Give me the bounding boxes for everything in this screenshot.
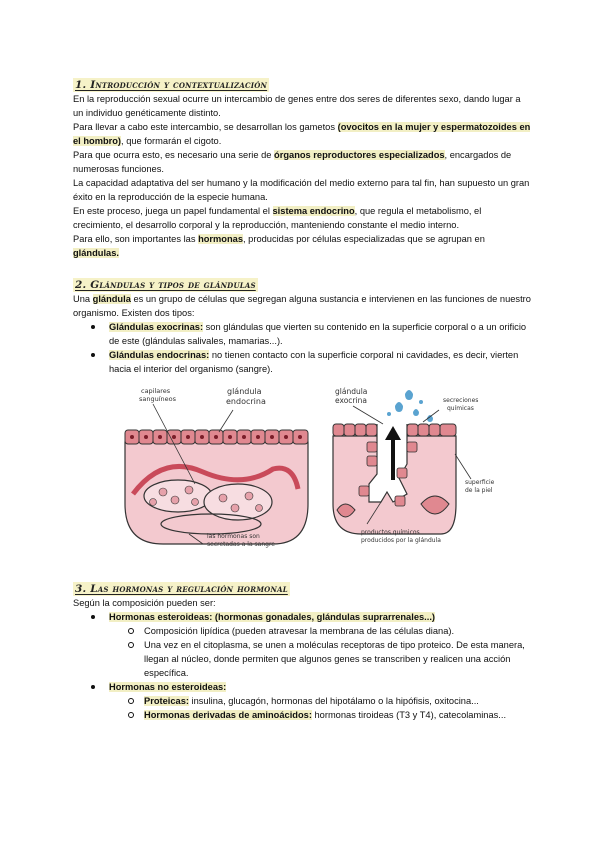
endocrine-gland-label-2: endocrina (226, 397, 266, 406)
endocrine-gland-label-1: glándula (227, 387, 262, 396)
text: , encargados de numerosas funciones. (73, 150, 512, 174)
text: , que formarán el cigoto. (121, 136, 222, 146)
list-item (73, 680, 533, 722)
text: La capacidad adaptativa del ser humano y la modificación del medio externo para tal fin, han supuesto un gran éxito en la reproducción de la especie humana. (73, 178, 530, 202)
products-label-1: productos químicos (361, 529, 420, 536)
text: son glándulas que vierten su contenido en la superficie corporal o a un orificio de este (glándulas salivales, mamarias...). (109, 322, 527, 346)
skin-label-2: de la piel (465, 487, 493, 494)
text: es un grupo de células que segregan alguna sustancia e intervienen en las funciones de nuestro organismo. Existen dos tipos: (73, 294, 531, 318)
exocrine-gland-label-2: exocrina (335, 396, 367, 405)
paragraph (73, 120, 533, 148)
endocrine-gland-illustration (123, 384, 313, 554)
secretions-label-2: químicas (447, 405, 474, 412)
sub-list-item (73, 638, 533, 680)
list-item (73, 610, 533, 680)
sub-list-item (73, 624, 533, 638)
list-item (73, 320, 533, 348)
text: Composición lipídica (pueden atravesar la membrana de las células diana). (144, 626, 455, 636)
highlight: glándula (92, 294, 131, 304)
text: hormonas tiroideas (T3 y T4), catecolaminas... (311, 710, 507, 720)
endocrine-illustration-shapes (125, 404, 308, 544)
text: Según la composición pueden ser: (73, 598, 216, 608)
paragraph (73, 232, 533, 260)
highlight: hormonas (198, 234, 244, 244)
highlight: glándulas. (73, 248, 119, 258)
highlight: Hormonas derivadas de aminoácidos: (144, 710, 312, 720)
sub-list-item (73, 708, 533, 722)
hormones-label-2: secretadas a la sangre (207, 541, 275, 548)
paragraph (73, 92, 533, 120)
text: Para ello, son importantes las (73, 234, 199, 244)
gland-type-list (73, 320, 533, 376)
capillaries-label-2: sanguíneos (139, 395, 177, 403)
sub-list-item (73, 694, 533, 708)
text: no tienen contacto con la superficie corporal ni cavidades, es decir, vierten hacia el interior del organismo (sangre). (109, 350, 519, 374)
paragraph (73, 292, 533, 320)
text: , que regula el metabolismo, el crecimiento, el desarrollo corporal y la reproducción, manteniendo constante el medio interno. (73, 206, 482, 230)
text: Una vez en el citoplasma, se unen a moléculas receptoras de tipo proteico. De esta manera, llegan al núcleo, donde permiten que algunos genes se transcriben y realicen una acción específica. (144, 640, 525, 678)
highlight: Hormonas esteroideas: (hormonas gonadales, glándulas suprarrenales...) (109, 612, 435, 622)
text: , producidas por células especializadas que se agrupan en (243, 234, 485, 244)
list-item (73, 348, 533, 376)
exocrine-gland-illustration (331, 384, 521, 554)
sub-list (73, 624, 533, 680)
highlight: sistema endocrino (272, 206, 355, 216)
paragraph (73, 596, 533, 610)
document-page (73, 78, 533, 722)
section-3-heading: 3. Las hormonas y regulación hormonal (75, 583, 288, 595)
highlight: órganos reproductores especializados (274, 150, 445, 160)
highlight: Proteicas: (144, 696, 189, 706)
text: Una (73, 294, 93, 304)
products-label-2: producidos por la glándula (361, 537, 441, 544)
glands-figure (73, 384, 533, 556)
highlight: (ovocitos en la mujer y espermatozoides en el hombro) (73, 122, 531, 146)
section-2-heading: 2. Glándulas y tipos de glándulas (75, 279, 256, 291)
text: Para que ocurra esto, es necesario una serie de (73, 150, 275, 160)
paragraph (73, 176, 533, 204)
text: En la reproducción sexual ocurre un intercambio de genes entre dos seres de diferentes sexo, dando lugar a un individuo genéticamente distinto. (73, 94, 521, 118)
paragraph (73, 204, 533, 232)
hormone-type-list (73, 610, 533, 722)
hormones-label-1: las hormonas son (207, 533, 260, 540)
sub-list (73, 694, 533, 722)
secretions-label-1: secreciones (443, 397, 479, 404)
highlight: Glándulas endocrinas: (109, 350, 210, 360)
paragraph (73, 148, 533, 176)
highlight: Hormonas no esteroideas: (109, 682, 227, 692)
highlight: Glándulas exocrinas: (109, 322, 204, 332)
text: Para llevar a cabo este intercambio, se desarrollan los gametos (73, 122, 338, 132)
exocrine-gland-label-1: glándula (335, 387, 368, 396)
skin-label-1: superficie (465, 479, 495, 486)
capillaries-label-1: capilares (141, 387, 171, 395)
section-1-heading: 1. Introducción y contextualización (75, 79, 268, 91)
text: En este proceso, juega un papel fundamental el (73, 206, 273, 216)
text: insulina, glucagón, hormonas del hipotálamo o la hipófisis, oxitocina... (188, 696, 479, 706)
